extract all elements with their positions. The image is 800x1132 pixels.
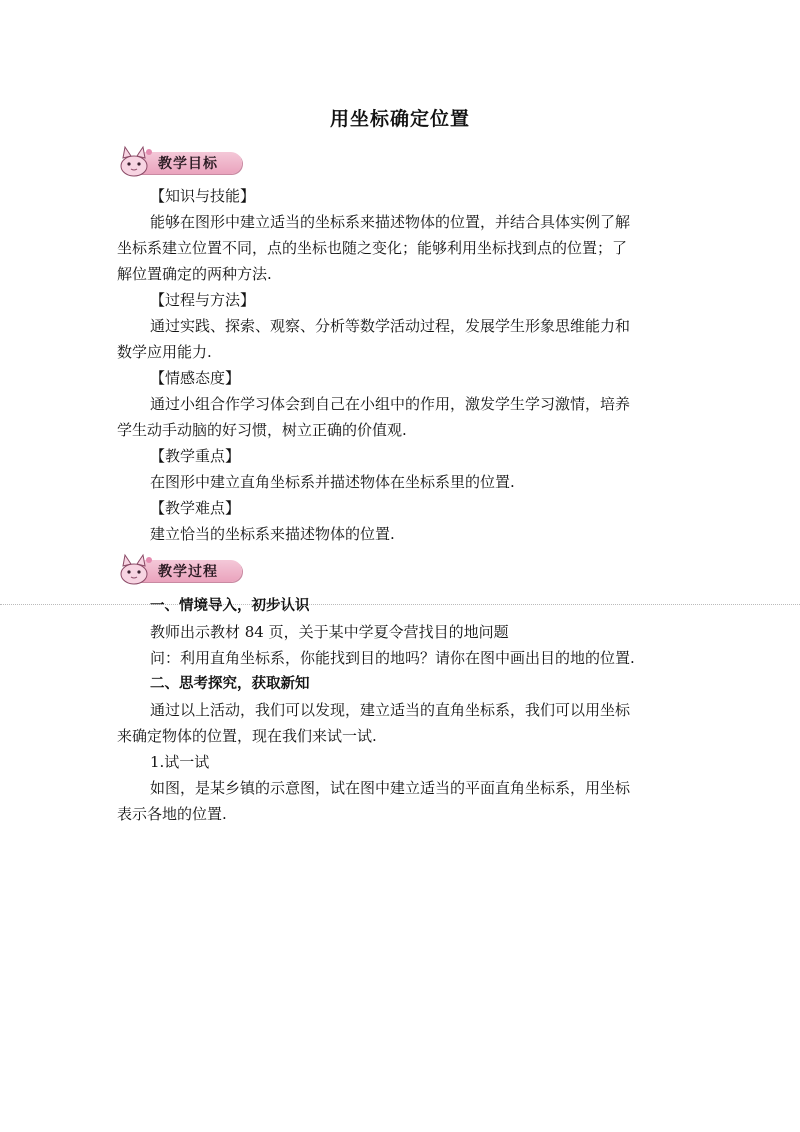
text-line: 教师出示教材 84 页，关于某中学夏令营找目的地问题: [150, 623, 509, 641]
text-line: 解位置确定的两种方法.: [117, 265, 272, 283]
heading-difficulty: 【教学难点】: [150, 499, 241, 517]
text-line: 通过以上活动，我们可以发现，建立适当的直角坐标系，我们可以用坐标: [150, 701, 631, 719]
text-line: 能够在图形中建立适当的坐标系来描述物体的位置，并结合具体实例了解: [150, 213, 631, 231]
cat-mascot-icon: [116, 552, 156, 586]
text-line: 表示各地的位置.: [117, 805, 227, 823]
subheading-try: 1.试一试: [150, 753, 210, 771]
banner-teaching-goals: [116, 144, 248, 178]
page-title: 用坐标确定位置: [329, 108, 470, 130]
text-line: 通过小组合作学习体会到自己在小组中的作用，激发学生学习激情，培养: [150, 395, 631, 413]
heading-attitude: 【情感态度】: [150, 369, 241, 387]
text-line: 学生动手动脑的好习惯，树立正确的价值观.: [117, 421, 407, 439]
text-line: 问：利用直角坐标系，你能找到目的地吗？请你在图中画出目的地的位置.: [150, 649, 635, 667]
cat-mascot-icon: [116, 144, 156, 178]
banner-teaching-process: [116, 552, 248, 586]
text-line: 在图形中建立直角坐标系并描述物体在坐标系里的位置.: [150, 473, 515, 491]
section-heading-1: 一、情境导入，初步认识: [150, 598, 310, 614]
heading-knowledge: 【知识与技能】: [150, 187, 256, 205]
text-line: 坐标系建立位置不同，点的坐标也随之变化；能够利用坐标找到点的位置；了: [117, 239, 628, 257]
text-line: 数学应用能力.: [117, 343, 212, 361]
text-line: 来确定物体的位置，现在我们来试一试.: [117, 727, 377, 745]
text-line: 建立恰当的坐标系来描述物体的位置.: [150, 525, 395, 543]
heading-key-point: 【教学重点】: [150, 447, 241, 465]
heading-process-method: 【过程与方法】: [150, 291, 256, 309]
text-line: 通过实践、探索、观察、分析等数学活动过程，发展学生形象思维能力和: [150, 317, 631, 335]
banner-label: 教学目标: [158, 156, 218, 172]
dotted-divider: [0, 604, 800, 605]
text-line: 如图，是某乡镇的示意图，试在图中建立适当的平面直角坐标系，用坐标: [150, 779, 631, 797]
section-heading-2: 二、思考探究，获取新知: [150, 676, 310, 692]
banner-label: 教学过程: [158, 564, 218, 580]
